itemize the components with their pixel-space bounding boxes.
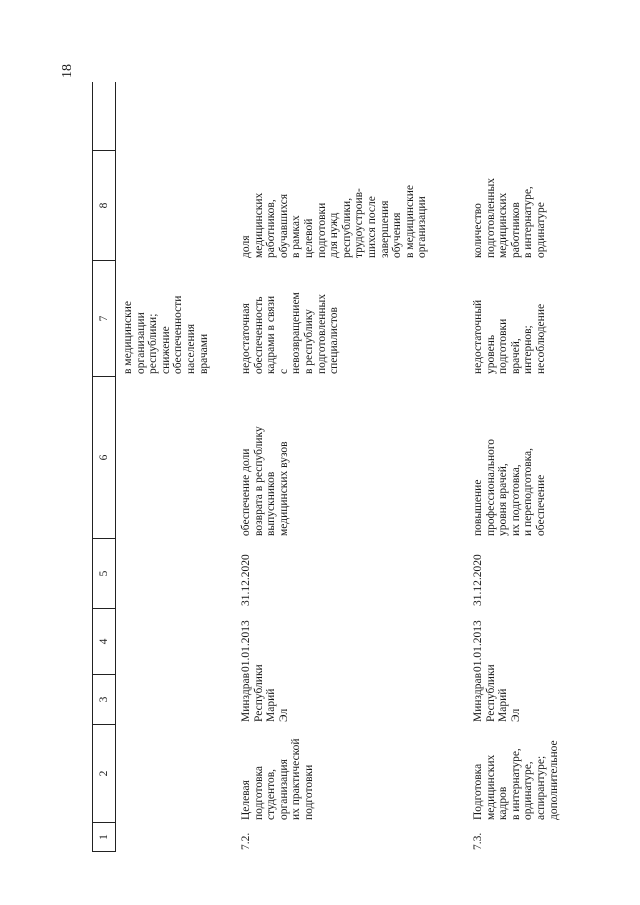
start-date-cell: 01.01.2013	[240, 620, 252, 672]
end-date-cell: 31.12.2020	[240, 554, 252, 606]
measures-table	[92, 82, 560, 852]
table-header-row	[92, 82, 116, 852]
consequence-cell: недостаточный уровень подготовки врачей, интернов; несоблюдение	[472, 299, 547, 374]
row-number: 7.3.	[472, 832, 484, 850]
column-number-5: 5	[93, 538, 115, 608]
indicator-cell: доля медицинских работников, обучавшихся в рамках целевой подготовки для нужд республики, трудоустроив- шихся после завершения обучения в медицинские организации	[240, 185, 429, 258]
measure-name-cell: Подготовка медицинских кадров в интернатуре, ординатуре, аспирантуре; дополнительное	[472, 740, 560, 820]
consequence-cell: недостаточная обеспеченность кадрами в связи с невозвращением в республику подготовленных специалистов	[240, 292, 341, 374]
expected-result-cell: обеспечение доли возврата в республику выпускников медицинских вузов	[240, 426, 290, 536]
executor-cell: Минздрав Республики Марий Эл	[240, 664, 290, 722]
column-number-7: 7	[93, 260, 115, 376]
column-number-6: 6	[93, 376, 115, 538]
column-number-1: 1	[93, 822, 115, 852]
column-number-3: 3	[93, 674, 115, 724]
column-number-8: 8	[93, 150, 115, 260]
row-number: 7.2.	[240, 832, 252, 850]
consequence-cell: в медицинские организации республики; снижение обеспеченности населения врачами	[122, 295, 210, 374]
expected-result-cell: повышение профессионального уровня врачей, их подготовка, и переподготовка, обеспечение	[472, 438, 547, 536]
measure-name-cell: Целевая подготовка студентов, организация их практической подготовки	[240, 738, 315, 820]
column-number-2: 2	[93, 724, 115, 822]
start-date-cell: 01.01.2013	[472, 620, 484, 672]
indicator-cell: количество подготовленных медицинских работников в интернатуре, ординатуре	[472, 178, 547, 258]
executor-cell: Минздрав Республики Марий Эл	[472, 664, 522, 722]
column-number-4: 4	[93, 608, 115, 674]
end-date-cell: 31.12.2020	[472, 554, 484, 606]
page-number: 18	[60, 64, 75, 78]
